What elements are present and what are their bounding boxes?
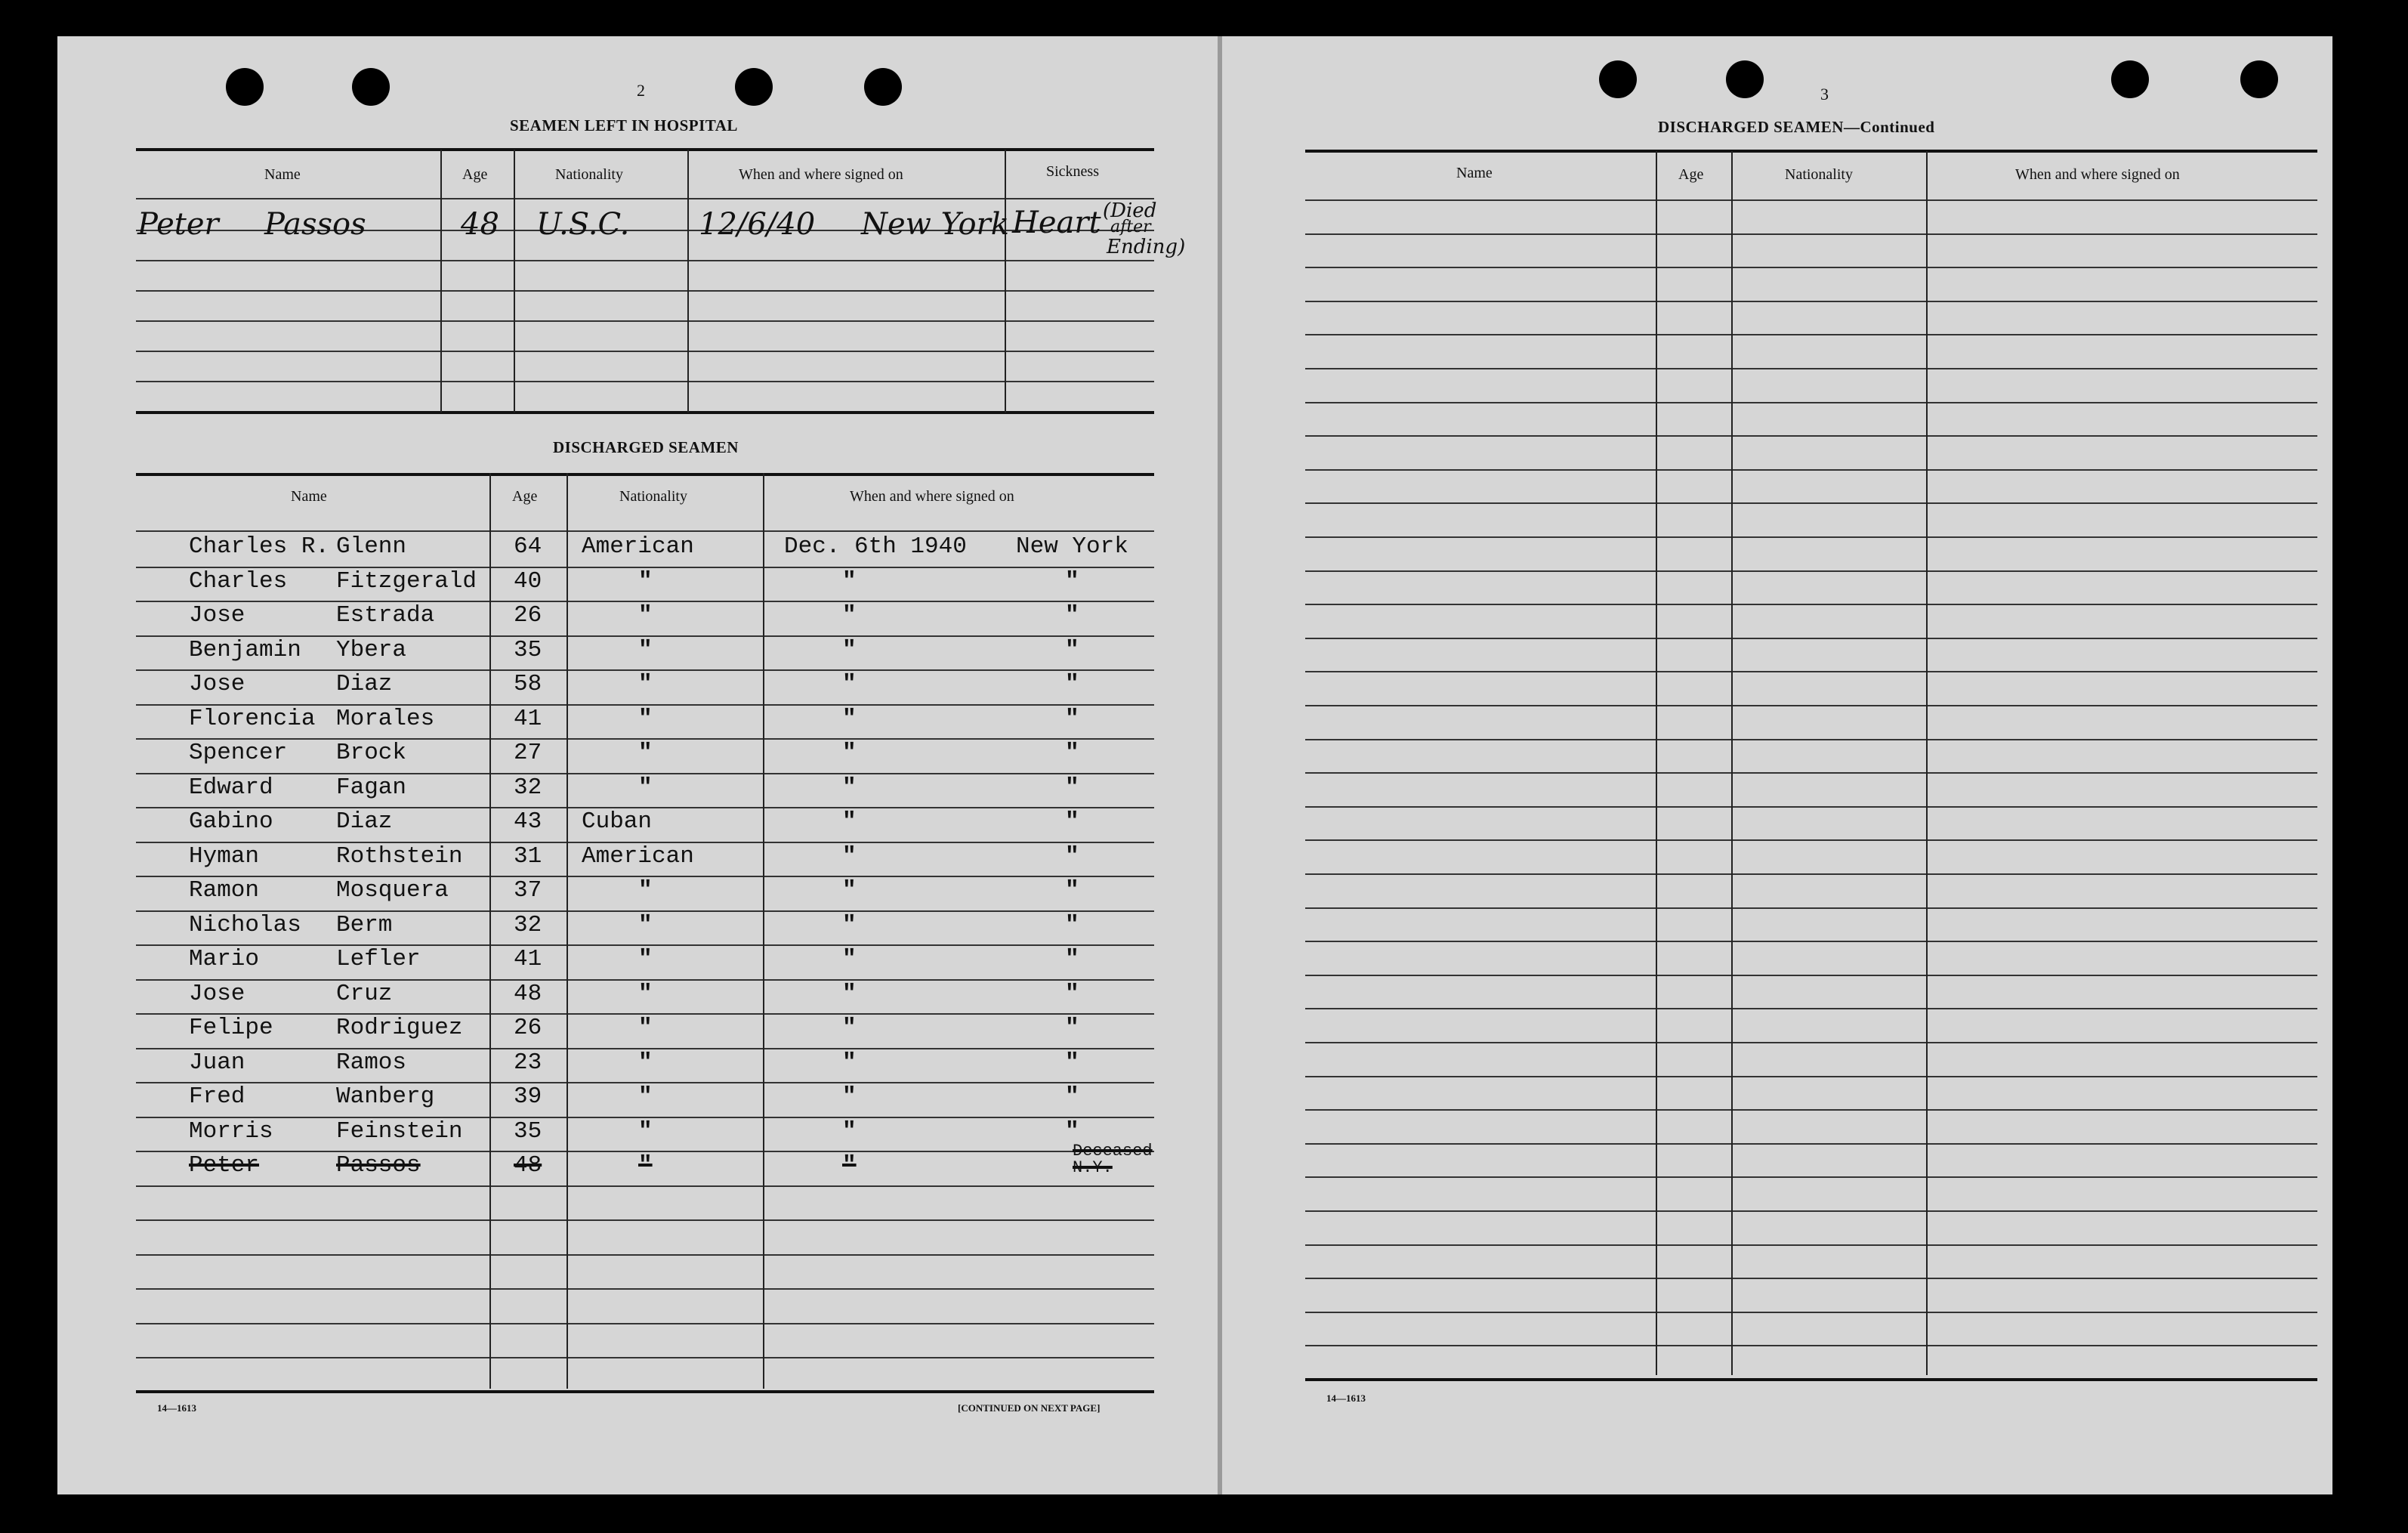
left-page-number: 2 (637, 81, 645, 100)
discharged-section-title: DISCHARGED SEAMEN (553, 438, 739, 456)
seaman-signed-place: " (1065, 740, 1079, 766)
seaman-first-name: Felipe (189, 1015, 273, 1041)
seaman-age: 41 (514, 706, 542, 732)
seaman-signed-date: " (842, 706, 857, 732)
seaman-signed-date: " (842, 877, 857, 904)
column-header-nationality: Nationality (555, 166, 623, 183)
seaman-age: 26 (514, 602, 542, 629)
continued-section-title: DISCHARGED SEAMEN—Continued (1658, 118, 1935, 136)
page-fold (1218, 36, 1222, 1494)
seaman-last-name: Diaz (336, 671, 393, 697)
seaman-nationality: " (638, 1049, 653, 1076)
seaman-signed-place: " (1065, 568, 1079, 595)
seaman-signed-place: " (1065, 671, 1079, 697)
hospital-first-name: Peter (137, 207, 219, 242)
seaman-last-name: Lefler (336, 946, 421, 972)
seaman-nationality: " (638, 946, 653, 972)
seaman-signed-place: " (1065, 1049, 1079, 1076)
seaman-age: 39 (514, 1083, 542, 1110)
punch-hole (2111, 60, 2149, 98)
seaman-nationality: " (638, 774, 653, 801)
column-header-age: Age (462, 166, 488, 183)
form-number: 14—1613 (157, 1402, 196, 1414)
seaman-first-name: Benjamin (189, 637, 301, 663)
seaman-signed-date: " (842, 568, 857, 595)
seaman-last-name: Rodriguez (336, 1015, 463, 1041)
seaman-age: 32 (514, 912, 542, 938)
hospital-age: 48 (461, 207, 499, 242)
seaman-age: 35 (514, 1118, 542, 1145)
punch-hole (352, 68, 390, 106)
seaman-first-name: Morris (189, 1118, 273, 1145)
column-header-signed-on: When and where signed on (2015, 166, 2180, 183)
seaman-first-name: Nicholas (189, 912, 301, 938)
seaman-first-name: Florencia (189, 706, 316, 732)
seaman-age: 37 (514, 877, 542, 904)
seaman-age: 26 (514, 1015, 542, 1041)
seaman-signed-place: " (1065, 843, 1079, 870)
hospital-table (136, 145, 1186, 417)
hospital-last-name: Passos (264, 207, 366, 242)
seaman-age: 48 (514, 1152, 542, 1179)
seaman-age: 41 (514, 946, 542, 972)
seaman-signed-date: " (842, 1118, 857, 1145)
continued-table (1305, 145, 2317, 1381)
hospital-nationality: U.S.C. (536, 207, 630, 242)
form-number: 14—1613 (1326, 1392, 1366, 1404)
seaman-signed-date: " (842, 981, 857, 1007)
seaman-signed-place: " (1065, 602, 1079, 629)
column-header-sickness: Sickness (1046, 163, 1099, 180)
seaman-signed-date: " (842, 946, 857, 972)
seaman-signed-place: " (1065, 637, 1079, 663)
hospital-place: New York (861, 207, 1009, 242)
column-header-name: Name (291, 488, 327, 505)
seaman-nationality: " (638, 602, 653, 629)
seaman-age: 48 (514, 981, 542, 1007)
column-header-signed-on: When and where signed on (850, 488, 1014, 505)
hospital-sickness: Heart (1012, 206, 1101, 240)
right-page-number: 3 (1820, 85, 1829, 104)
seaman-signed-place: " (1065, 706, 1079, 732)
seaman-signed-date: " (842, 1152, 857, 1179)
punch-hole (1726, 60, 1764, 98)
seaman-age: 58 (514, 671, 542, 697)
seaman-last-name: Cruz (336, 981, 393, 1007)
seaman-nationality: " (638, 1118, 653, 1145)
seaman-nationality: " (638, 740, 653, 766)
seaman-age: 35 (514, 637, 542, 663)
seaman-signed-date: " (842, 1015, 857, 1041)
seaman-last-name: Ybera (336, 637, 407, 663)
seaman-signed-place: " (1065, 877, 1079, 904)
seaman-first-name: Mario (189, 946, 260, 972)
seaman-nationality: " (638, 1083, 653, 1110)
seaman-first-name: Fred (189, 1083, 245, 1110)
seaman-signed-date: " (842, 1049, 857, 1076)
seaman-first-name: Hyman (189, 843, 260, 870)
seaman-last-name: Rothstein (336, 843, 463, 870)
seaman-signed-place: New York (1016, 533, 1128, 560)
seaman-age: 32 (514, 774, 542, 801)
seaman-signed-place: " (1065, 1083, 1079, 1110)
seaman-nationality: " (638, 568, 653, 595)
seaman-signed-date: " (842, 1083, 857, 1110)
seaman-last-name: Berm (336, 912, 393, 938)
punch-hole (2240, 60, 2278, 98)
seaman-last-name: Fagan (336, 774, 407, 801)
seaman-nationality: American (582, 843, 694, 870)
seaman-signed-place: " (1065, 808, 1079, 835)
punch-hole (864, 68, 902, 106)
seaman-nationality: " (638, 877, 653, 904)
seaman-age: 27 (514, 740, 542, 766)
seaman-first-name: Spencer (189, 740, 288, 766)
seaman-last-name: Ramos (336, 1049, 407, 1076)
seaman-age: 43 (514, 808, 542, 835)
hospital-section-title: SEAMEN LEFT IN HOSPITAL (510, 116, 738, 134)
seaman-nationality: Cuban (582, 808, 653, 835)
discharged-table (136, 467, 1154, 1393)
seaman-signed-date: " (842, 671, 857, 697)
punch-hole (735, 68, 773, 106)
column-header-nationality: Nationality (619, 488, 687, 505)
seaman-last-name: Feinstein (336, 1118, 463, 1145)
seaman-nationality: " (638, 706, 653, 732)
seaman-first-name: Edward (189, 774, 273, 801)
seaman-signed-date: " (842, 843, 857, 870)
column-header-name: Name (1456, 165, 1493, 181)
seaman-signed-date: " (842, 637, 857, 663)
punch-hole (226, 68, 264, 106)
seaman-signed-date: " (842, 740, 857, 766)
seaman-last-name: Mosquera (336, 877, 449, 904)
seaman-first-name: Charles (189, 568, 288, 595)
seaman-signed-place: Deceased N.Y. (1073, 1142, 1153, 1177)
seaman-signed-place: " (1065, 981, 1079, 1007)
seaman-last-name: Morales (336, 706, 435, 732)
seaman-nationality: " (638, 981, 653, 1007)
seaman-first-name: Juan (189, 1049, 245, 1076)
seaman-first-name: Ramon (189, 877, 260, 904)
column-header-nationality: Nationality (1785, 166, 1853, 183)
seaman-nationality: " (638, 1152, 653, 1179)
seaman-first-name: Jose (189, 981, 245, 1007)
seaman-nationality: " (638, 1015, 653, 1041)
seaman-nationality: American (582, 533, 694, 560)
column-header-age: Age (1678, 166, 1704, 183)
column-header-signed-on: When and where signed on (739, 166, 903, 183)
seaman-last-name: Brock (336, 740, 407, 766)
seaman-age: 40 (514, 568, 542, 595)
seaman-last-name: Wanberg (336, 1083, 435, 1110)
seaman-nationality: " (638, 671, 653, 697)
seaman-signed-date: Dec. 6th 1940 (784, 533, 967, 560)
hospital-note: after (1110, 218, 1151, 236)
seaman-first-name: Gabino (189, 808, 273, 835)
seaman-age: 64 (514, 533, 542, 560)
hospital-note: Ending) (1107, 236, 1186, 258)
column-header-age: Age (512, 488, 538, 505)
seaman-nationality: " (638, 637, 653, 663)
seaman-signed-date: " (842, 774, 857, 801)
seaman-last-name: Fitzgerald (336, 568, 477, 595)
seaman-signed-date: " (842, 912, 857, 938)
continued-note: [CONTINUED ON NEXT PAGE] (958, 1402, 1101, 1414)
seaman-last-name: Diaz (336, 808, 393, 835)
seaman-signed-place: " (1065, 774, 1079, 801)
seaman-signed-date: " (842, 808, 857, 835)
seaman-first-name: Peter (189, 1152, 260, 1179)
seaman-first-name: Jose (189, 671, 245, 697)
seaman-first-name: Jose (189, 602, 245, 629)
seaman-last-name: Estrada (336, 602, 435, 629)
seaman-first-name: Charles R. (189, 533, 330, 560)
punch-hole (1599, 60, 1637, 98)
hospital-note: (Died (1103, 199, 1157, 222)
seaman-age: 31 (514, 843, 542, 870)
seaman-signed-place: " (1065, 1015, 1079, 1041)
seaman-signed-date: " (842, 602, 857, 629)
seaman-signed-place: " (1065, 912, 1079, 938)
column-header-name: Name (264, 166, 301, 183)
hospital-date: 12/6/40 (699, 207, 816, 242)
seaman-signed-place: " (1065, 946, 1079, 972)
seaman-age: 23 (514, 1049, 542, 1076)
seaman-last-name: Passos (336, 1152, 421, 1179)
seaman-signed-place: " (1065, 1118, 1079, 1145)
seaman-last-name: Glenn (336, 533, 407, 560)
seaman-nationality: " (638, 912, 653, 938)
